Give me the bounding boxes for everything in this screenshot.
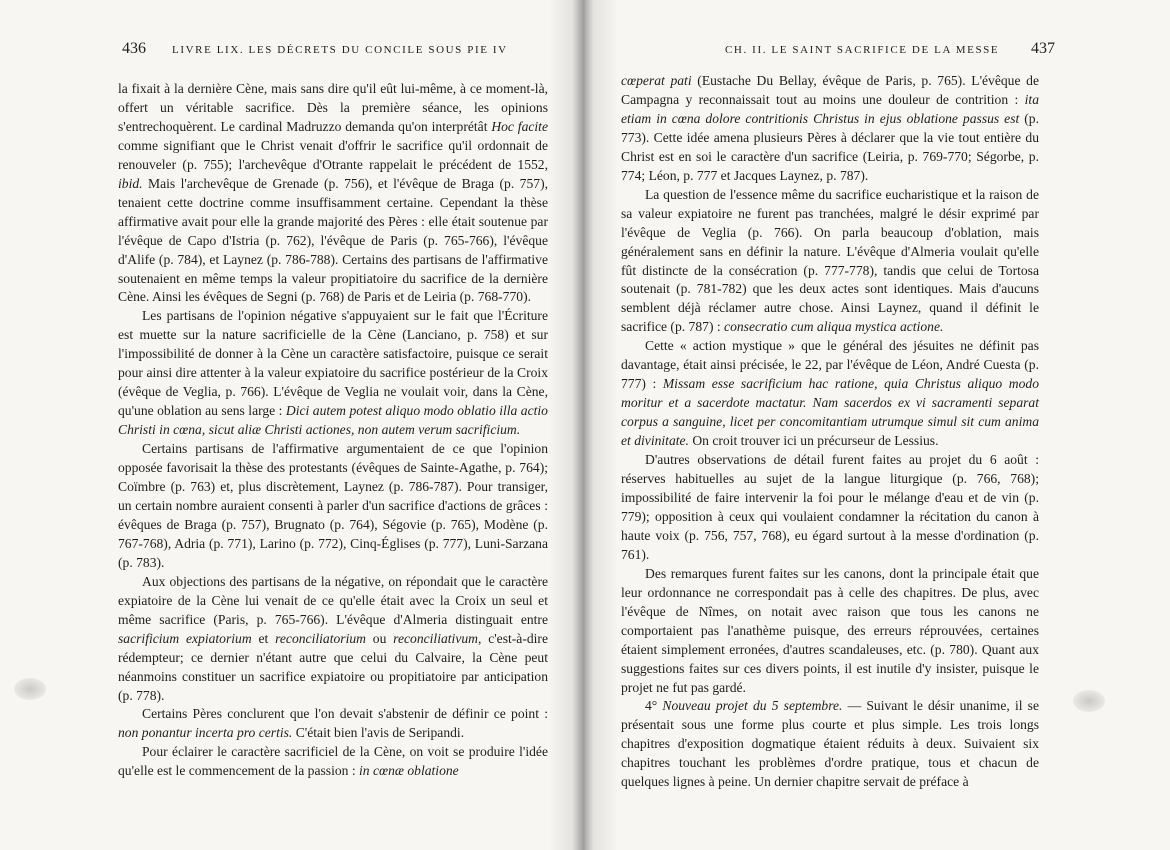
running-header: LIVRE LIX. LES DÉCRETS DU CONCILE SOUS PIE IV [172,44,508,56]
paragraph: D'autres observations de détail furent faites au projet du 6 août : réserves habituelles au sujet de la langue liturgique (p. 766, 768); impossibilité de faire intervenir la foi pour le mélange d'eau et de vin (p. 779); opposition à ceux qui voulaient condamner la récitation du canon à haute voix (p. 756, 757, 768), eu égard surtout à la messe d'ordination (p. 761). [621,452,1039,562]
paragraph: Certains partisans de l'affirmative argumentaient de ce que l'opinion opposée favorisait la thèse des protestants (évêques de Sainte-Agathe, p. 764); Coïmbre (p. 763) et, plus discrètement, Laynez (p. 786-787). Pour transiger, un certain nombre auraient consenti à parler d'un sacrifice d'actions de grâces : évêques de Braga (p. 757), Brugnato (p. 764), Ségovie (p. 765), Modène (p. 767-768), Adria (p. 771), Larino (p. 772), Cinq-Églises (p. 777), Luni-Sarzana (p. 783). [118,441,548,570]
paragraph: 4° Nouveau projet du 5 septembre. — Suivant le désir unanime, il se présentait sous une forme plus courte et plus simple. Les trois longs chapitres d'exposition dogmatique étaient réduits à deux. Suivaient six chapitres touchant les problèmes d'ordre pratique, tous et chacun de quelques lignes à peine. Un dernier chapitre servait de préface à [621,698,1039,790]
body-text [118,80,548,781]
paragraph: Aux objections des partisans de la négative, on répondait que le caractère expiatoire de la Cène lui venait de ce qu'elle était avec la Croix un seul et même sacrifice (Paris, p. 765-766). L'évêque d'Almeria distinguait entre sacrificium expiatorium et reconciliatorium ou reconciliativum, c'est-à-dire rédempteur; ce dernier n'étant autre que celui du Calvaire, la Cène peut néanmoins constituer un sacrifice expiatoire ou propitiatoire par anticipation (p. 778). [118,573,548,703]
body-text [621,72,1039,792]
page-number: 437 [1031,40,1055,57]
running-header: CH. II. LE SAINT SACRIFICE DE LA MESSE [725,44,1000,56]
paragraph: Cette « action mystique » que le général des jésuites ne définit pas davantage, était ainsi précisée, le 22, par l'évêque de Léon, André Cuesta (p. 777) : Missam esse sacrificium hac ratione, quia Christus aliquo modo moritur et a sacerdote mactatur. Nam sacerdos ex vi sacramenti separat corpus a sanguine, licet per concomitantiam utrumque simul sit cum anima et divinitate. On croit trouver ici un précurseur de Lessius. [621,338,1039,449]
paragraph: Des remarques furent faites sur les canons, dont la principale était que leur ordonnance ne correspondait pas à celle des chapitres. De plus, avec l'évêque de Nîmes, on notait avec raison que tous les canons ne comportaient pas l'anathème puisque, des erreurs réprouvées, certaines étaient simplement erronées, d'autres scandaleuses, etc. (p. 780). Quant aux suggestions faites sur ces divers points, il est inutile d'y insister, puisque le projet ne fut pas gardé. [621,565,1039,695]
left-page [0,0,583,850]
page-number: 436 [122,40,146,57]
page-smudge [14,678,46,700]
paragraph: la fixait à la dernière Cène, mais sans dire qu'il eût lui-même, à ce moment-là, offert un véritable sacrifice. Dès la première séance, les opinions s'entrechoquèrent. Le cardinal Madruzzo demanda qu'on interprétât Hoc facite comme signifiant que le Christ venait d'offrir le sacrifice qu'il ordonnait de renouveler (p. 755); l'archevêque d'Otrante rappelait le précédent de 1552, ibid. Mais l'archevêque de Grenade (p. 756), et l'évêque de Braga (p. 757), tenaient cette doctrine comme insuffisamment certaine. Cependant la thèse affirmative avait pour elle la grande majorité des Pères : elle était soutenue par l'évêque de Capo d'Istria (p. 762), l'évêque de Paris (p. 765-766), l'évêque d'Alife (p. 784), et Laynez (p. 786-788). Certains des partisans de l'affirmative soutenaient en même temps la valeur propitiatoire du sacrifice de la dernière Cène. Ainsi les évêques de Segni (p. 768) de Paris et de Leiria (p. 768-770). [118,81,548,305]
paragraph: Les partisans de l'opinion négative s'appuyaient sur le fait que l'Écriture est muette sur la nature sacrificielle de la Cène (Lanciano, p. 758) et sur l'impossibilité de donner à la Cène un caractère satisfactoire, puisque ce serait pour ainsi dire attenter à la valeur expiatoire du sacrifice postérieur de la Croix (évêque de Veglia, p. 766). L'évêque de Veglia ne voulait voir, dans la Cène, qu'une oblation au sens large : Dici autem potest aliquo modo oblatio illa actio Christi in cœna, sicut aliæ Christi actiones, non autem verum sacrificium. [118,308,548,438]
paragraph: cœperat pati (Eustache Du Bellay, évêque de Paris, p. 765). L'évêque de Campagna y reconnaissait tout au moins une douleur de contrition : ita etiam in cœna dolore contritionis Christus in ejus oblatione passus est (p. 773). Cette idée amena plusieurs Pères à déclarer que la vie tout entière du Christ est en soi le caractère d'un sacrifice (Leiria, p. 769-770; Ségorbe, p. 774; Léon, p. 777 et Jacques Laynez, p. 787). [621,73,1040,183]
page-smudge [1073,690,1105,712]
paragraph: Pour éclairer le caractère sacrificiel de la Cène, on voit se produire l'idée qu'elle est le commencement de la passion : in cœnæ oblatione [118,744,548,779]
right-page [585,0,1170,850]
paragraph: Certains Pères conclurent que l'on devait s'abstenir de définir ce point : non ponantur incerta pro certis. C'était bien l'avis de Seripandi. [118,706,548,741]
paragraph: La question de l'essence même du sacrifice eucharistique et la raison de sa valeur expiatoire ne furent pas tranchées, malgré le désir exprimé par l'évêque de Veglia (p. 766). On parla beaucoup d'oblation, mais généralement sans en définir la nature. L'évêque d'Almeria voulait qu'elle fût distincte de la consécration (p. 777-778), tandis que celui de Tortosa soutenait (p. 781-782) que les deux actes sont identiques. Mais d'aucuns semblent déjà réclamer autre chose. Ainsi Laynez, quand il définit le sacrifice (p. 787) : consecratio cum aliqua mystica actione. [621,186,1039,335]
